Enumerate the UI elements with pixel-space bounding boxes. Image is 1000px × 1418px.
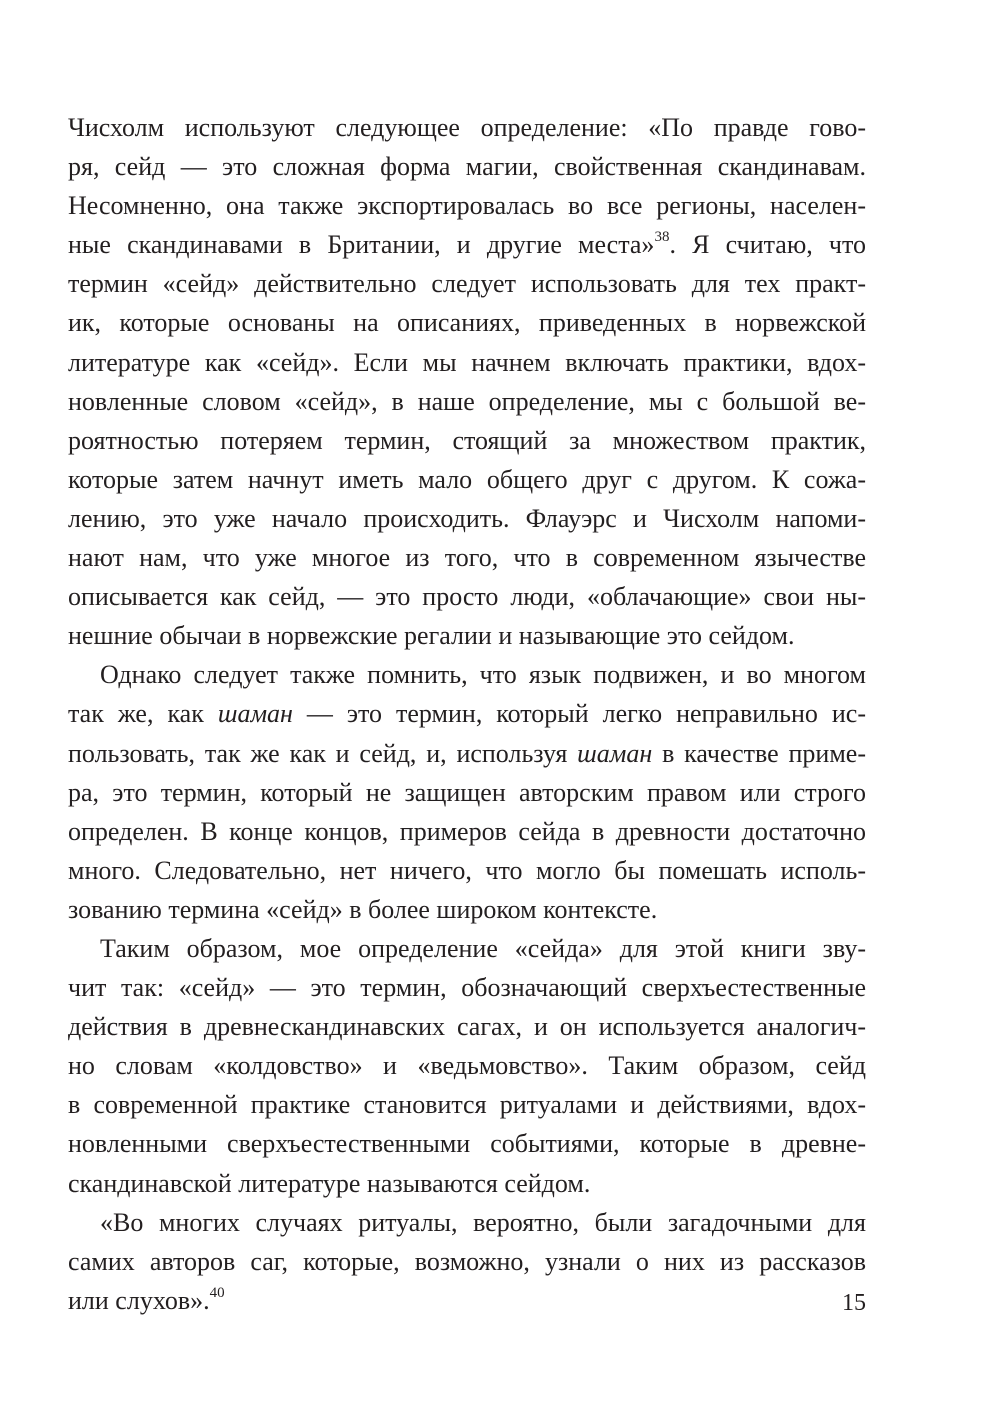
- footnote-ref-38: 38: [654, 229, 670, 246]
- text-line: Чисхолм используют следующее определение: «По правде гово-: [68, 113, 866, 142]
- text-line: чит так: «сейд» — это термин, обозначающий сверхъестественные: [68, 973, 866, 1003]
- body-text: [68, 108, 866, 1320]
- footnote-ref-40: 40: [209, 1284, 225, 1301]
- text-line: ик, которые основаны на описаниях, приведенных в норвежской: [68, 308, 866, 338]
- text-line: нают нам, что уже многое из того, что в современном язычестве: [68, 543, 866, 573]
- text-line: литературе как «сейд». Если мы начнем включать практики, вдох-: [68, 347, 866, 377]
- text-line: но словам «колдовство» и «ведьмовство». Таким образом, сейд: [68, 1051, 866, 1081]
- text-line: нешние обычаи в норвежские регалии и называющие это сейдом.: [68, 621, 795, 651]
- text-line: которые затем начнут иметь мало общего друг с другом. К сожа-: [68, 464, 866, 494]
- text-line: лению, это уже начало происходить. Флауэрс и Чисхолм напоми-: [68, 503, 866, 533]
- italic-term: шаман: [217, 699, 293, 729]
- text-line: Таким образом, мое определение «сейда» для этой книги зву-: [100, 933, 866, 963]
- text-line: новленные словом «сейд», в наше определение, мы с большой ве-: [68, 386, 866, 416]
- text-line: много. Следовательно, нет ничего, что могло бы помешать исполь-: [68, 855, 866, 885]
- text-line: [68, 1281, 866, 1320]
- text-line: скандинавской литературе называются сейдом.: [68, 1168, 591, 1198]
- text-line: роятностью потеряем термин, стоящий за множеством практик,: [68, 425, 866, 455]
- text-line: [68, 734, 866, 773]
- text-line: «Во многих случаях ритуалы, вероятно, были загадочными для: [100, 1207, 866, 1237]
- text-line: действия в древнескандинавских сагах, и он используется аналогич-: [68, 1012, 866, 1042]
- italic-term: шаман: [577, 738, 653, 768]
- text-line: [68, 225, 866, 264]
- text-fragment: в качестве приме-: [652, 738, 866, 768]
- text-line: [68, 694, 866, 733]
- page-number: 15: [842, 1290, 866, 1316]
- text-line: Несомненно, она также экспортировалась во все регионы, населен-: [68, 191, 866, 221]
- text-fragment: ные скандинавами в Британии, и другие места»: [68, 230, 655, 260]
- text-line: ра, это термин, который не защищен авторским правом или строго: [68, 777, 866, 807]
- text-line: термин «сейд» действительно следует использовать для тех практ-: [68, 269, 866, 299]
- text-fragment: пользовать, так же как и сейд, и, используя: [68, 738, 578, 768]
- text-line: самих авторов саг, которые, возможно, узнали о них из рассказов: [68, 1246, 866, 1276]
- text-line: новленными сверхъестественными событиями, которые в древне-: [68, 1129, 866, 1159]
- text-line: зованию термина «сейд» в более широком контексте.: [68, 894, 658, 924]
- text-fragment: так же, как: [68, 699, 218, 729]
- text-line: в современной практике становится ритуалами и действиями, вдох-: [68, 1090, 866, 1120]
- text-line: описывается как сейд, — это просто люди, «облачающие» свои ны-: [68, 582, 866, 612]
- text-line: определен. В конце концов, примеров сейда в древности достаточно: [68, 816, 866, 846]
- text-fragment: или слухов».: [68, 1285, 210, 1315]
- text-fragment: — это термин, который легко неправильно ис-: [292, 699, 866, 729]
- text-line: Однако следует также помнить, что язык подвижен, и во многом: [100, 660, 866, 690]
- text-line: ря, сейд — это сложная форма магии, свойственная скандинавам.: [68, 152, 866, 182]
- text-fragment: . Я считаю, что: [669, 230, 866, 260]
